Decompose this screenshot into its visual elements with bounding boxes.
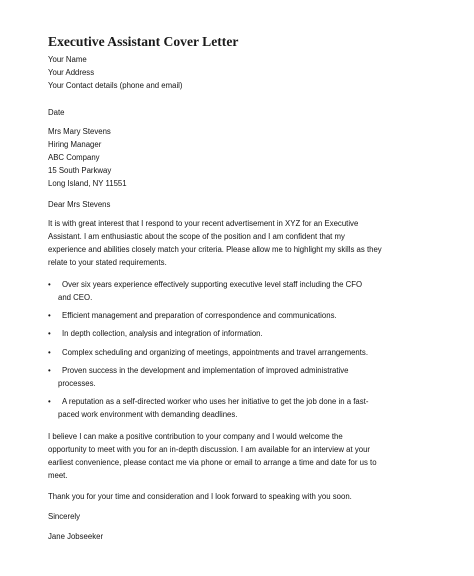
intro-line: It is with great interest that I respond to your recent advertisement in XYZ for an Executive xyxy=(48,219,359,228)
recipient-name: Mrs Mary Stevens xyxy=(48,127,111,136)
document-title: Executive Assistant Cover Letter xyxy=(48,34,239,49)
closing-line: I believe I can make a positive contribution to your company and I would welcome the xyxy=(48,432,343,441)
recipient-city: Long Island, NY 11551 xyxy=(48,179,127,188)
bullet-line: In depth collection, analysis and integration of information. xyxy=(62,329,263,338)
sender-address: Your Address xyxy=(48,68,95,77)
sender-name: Your Name xyxy=(48,55,87,64)
letter-date: Date xyxy=(48,108,65,117)
intro-line: experience and abilities closely match your criteria. Please allow me to highlight my skills as they xyxy=(48,245,382,254)
bullet-marker: • xyxy=(48,397,51,406)
recipient-company: ABC Company xyxy=(48,153,100,162)
bullet-marker: • xyxy=(48,280,51,289)
bullet-line: Efficient management and preparation of correspondence and communications. xyxy=(62,311,337,320)
intro-line: Assistant. I am enthusiastic about the scope of the position and I am confident that my xyxy=(48,232,345,241)
recipient-street: 15 South Parkway xyxy=(48,166,112,175)
sender-contact: Your Contact details (phone and email) xyxy=(48,81,183,90)
signature-name: Jane Jobseeker xyxy=(48,532,104,541)
bullet-line: Over six years experience effectively supporting executive level staff including the CFO xyxy=(62,280,363,289)
recipient-title: Hiring Manager xyxy=(48,140,102,149)
bullet-marker: • xyxy=(48,366,51,375)
signoff: Sincerely xyxy=(48,512,81,521)
bullet-line: Complex scheduling and organizing of meetings, appointments and travel arrangements. xyxy=(62,348,368,357)
bullet-line: processes. xyxy=(58,379,96,388)
salutation: Dear Mrs Stevens xyxy=(48,200,111,209)
bullet-marker: • xyxy=(48,311,51,320)
bullet-marker: • xyxy=(48,348,51,357)
bullet-line: and CEO. xyxy=(58,293,93,302)
bullet-marker: • xyxy=(48,329,51,338)
closing-line: earliest convenience, please contact me via phone or email to arrange a time and date for us to xyxy=(48,458,377,467)
intro-line: relate to your stated requirements. xyxy=(48,258,167,267)
bullet-line: A reputation as a self-directed worker who uses her initiative to get the job done in a fast- xyxy=(62,397,369,406)
bullet-line: Proven success in the development and implementation of improved administrative xyxy=(62,366,349,375)
thanks-line: Thank you for your time and consideration and I look forward to speaking with you soon. xyxy=(48,492,352,501)
closing-line: opportunity to meet with you for an in-depth discussion. I am available for an interview at your xyxy=(48,445,371,454)
bullet-line: paced work environment with demanding deadlines. xyxy=(58,410,238,419)
closing-line: meet. xyxy=(48,471,68,480)
